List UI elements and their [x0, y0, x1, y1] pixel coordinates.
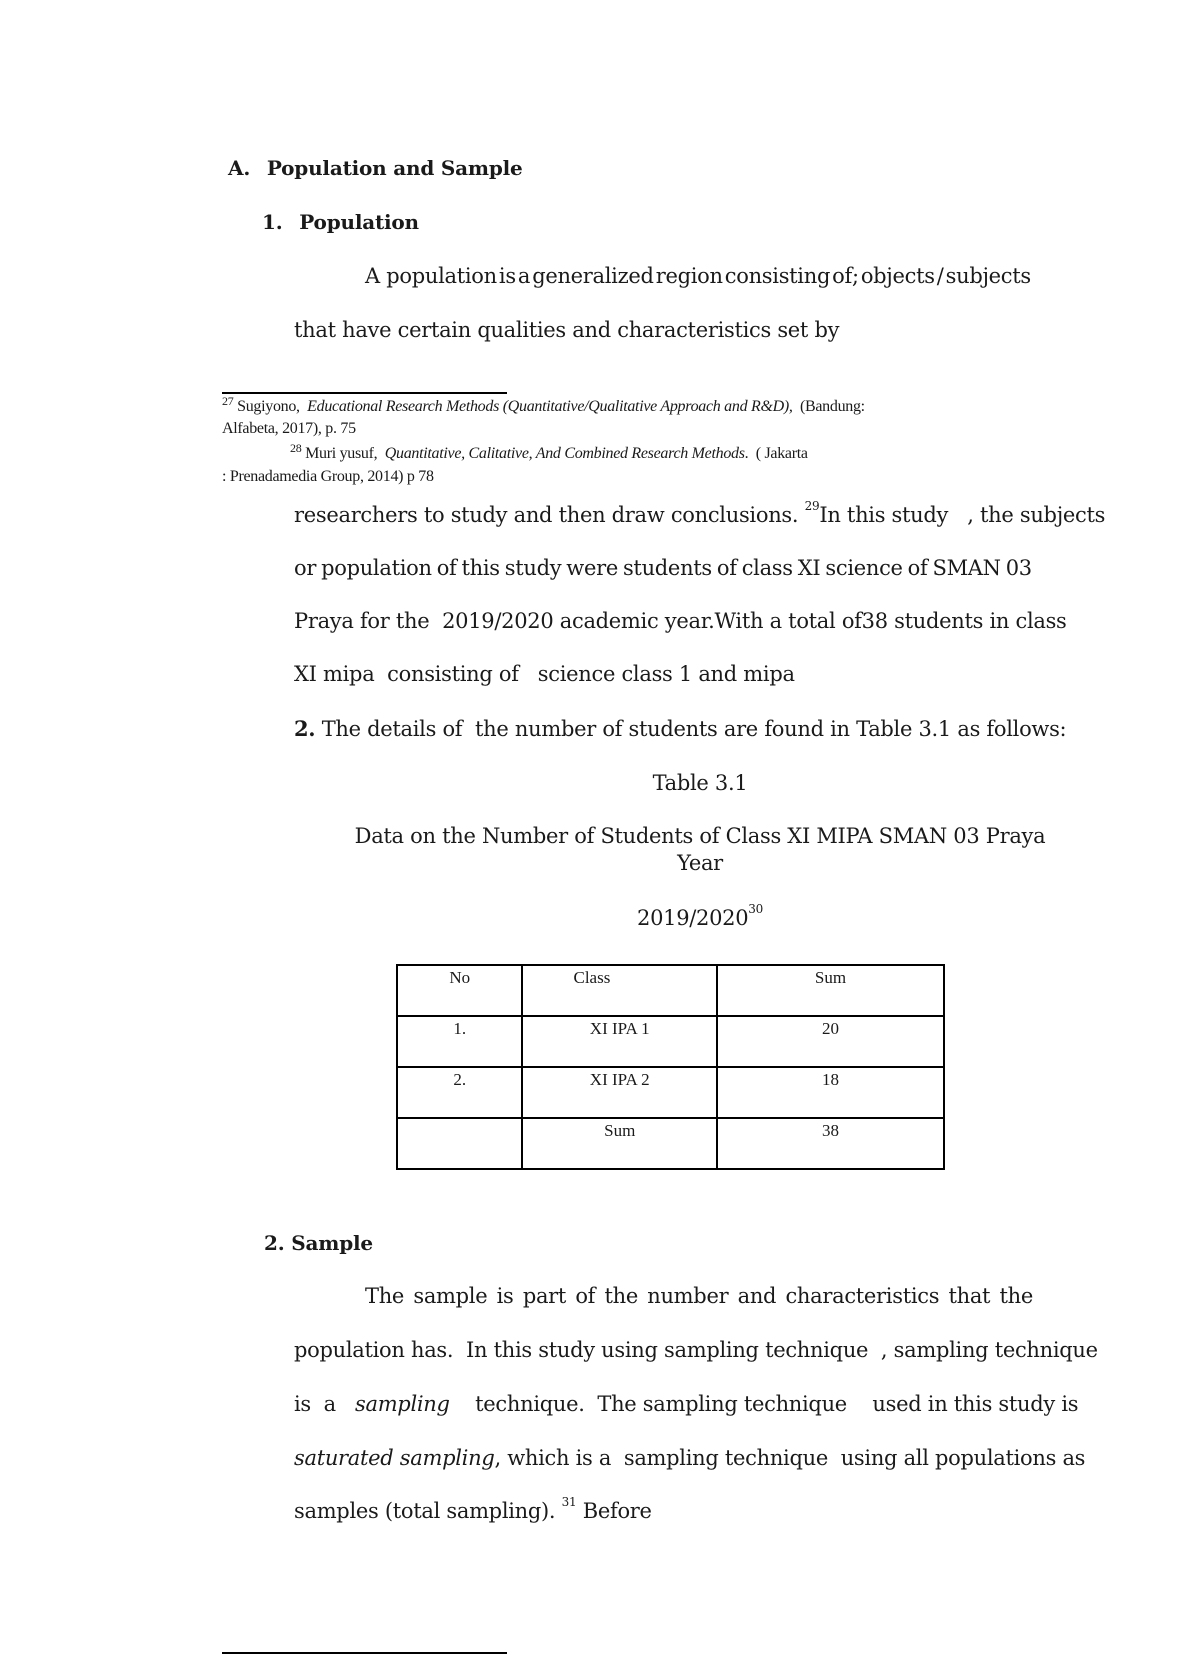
population-paragraph-line-2: that have certain qualities and characteristics set by [294, 318, 840, 342]
text: 38 students in class [861, 609, 1067, 633]
word: the [604, 1284, 638, 1308]
table-label: Table 3.1 [652, 771, 748, 795]
word: XI [797, 556, 821, 580]
cell-no [397, 1118, 522, 1169]
footnote-number: 28 [290, 441, 302, 455]
word: and [737, 1284, 777, 1308]
footnote-author: Sugiyono, [233, 398, 308, 415]
table-title-year-label: Year [677, 851, 723, 875]
word: of; [832, 264, 859, 288]
cell-class: XI IPA 1 [522, 1016, 716, 1067]
word: characteristics [785, 1284, 940, 1308]
footnote-ref: 31 [561, 1495, 577, 1509]
footnote-publisher: (Bandung: [792, 398, 865, 415]
footnote-number: 27 [222, 394, 234, 408]
students-table [396, 964, 945, 1170]
footnote-28-line-2: : Prenadamedia Group, 2014) p 78 [222, 468, 434, 485]
population-paragraph-2-line-2 [294, 556, 1032, 580]
word: objects [860, 264, 935, 288]
cell-class: Sum [522, 1118, 716, 1169]
word: of [716, 556, 737, 580]
word: is [496, 1284, 514, 1308]
cell-sum: 18 [717, 1067, 944, 1118]
word: SMAN [932, 556, 1001, 580]
header-no: No [397, 965, 522, 1016]
text: technique. The sampling technique used in this study is [449, 1392, 1079, 1416]
word: number [647, 1284, 729, 1308]
word: students [622, 556, 712, 580]
population-paragraph-2-line-3 [294, 609, 1067, 633]
section-title: Population and Sample [266, 156, 523, 180]
footnote-28 [290, 441, 808, 463]
sample-paragraph-line-1 [365, 1284, 1033, 1308]
word: of [436, 556, 457, 580]
text: With a total of [714, 609, 862, 633]
population-paragraph-2-line-4: XI mipa consisting of science class 1 and mipa [294, 662, 795, 686]
table-total-row [397, 1118, 944, 1169]
word: were [566, 556, 618, 580]
word: of [575, 1284, 596, 1308]
text: In this study , the subjects [819, 503, 1106, 527]
table-intro-text: The details of the number of students are found in Table 3.1 as follows: [315, 717, 1067, 741]
table-row [397, 1067, 944, 1118]
word: consisting [724, 264, 831, 288]
subsection-heading-sample: 2. Sample [264, 1231, 373, 1255]
word: part [522, 1284, 567, 1308]
sample-paragraph-line-3 [294, 1392, 1078, 1416]
table-intro [294, 716, 1066, 741]
section-marker: A. [228, 156, 251, 180]
footnote-publisher: . ( Jakarta [744, 445, 808, 462]
table-title: Data on the Number of Students of Class XI MIPA SMAN 03 Praya [354, 824, 1046, 848]
cell-class: XI IPA 2 [522, 1067, 716, 1118]
emphasis: sampling [355, 1392, 450, 1416]
word: is [498, 264, 516, 288]
footnote-27-line-2: Alfabeta, 2017), p. 75 [222, 420, 356, 437]
sample-paragraph-line-2: population has. In this study using sampling technique , sampling technique [294, 1338, 1098, 1362]
footnote-ref: 30 [748, 902, 763, 916]
word: that [948, 1284, 991, 1308]
subsection-heading-population [262, 210, 419, 234]
word: / [936, 264, 944, 288]
text: , which is a sampling technique using all populations as [494, 1446, 1086, 1470]
footnote-title: Quantitative, Calitative, And Combined Research Methods [384, 445, 745, 462]
header-sum: Sum [717, 965, 944, 1016]
year-text: 2019/2020 [637, 906, 749, 930]
cell-no: 2. [397, 1067, 522, 1118]
population-paragraph-line-1 [365, 264, 1031, 288]
table-year [560, 902, 840, 930]
word: The [365, 1284, 405, 1308]
footnote-separator-bottom [222, 1652, 507, 1654]
footnote-title: Educational Research Methods (Quantitative/Qualitative Approach and R&D), [307, 398, 793, 415]
word: population [321, 556, 432, 580]
subsection-marker: 1. [262, 210, 283, 234]
text: samples (total sampling). [294, 1499, 562, 1523]
footnote-ref: 29 [804, 499, 820, 513]
word: region [655, 264, 723, 288]
text: Praya for the 2019/2020 academic year. [294, 609, 715, 633]
word: a [517, 264, 531, 288]
word: subjects [945, 264, 1031, 288]
text: Before [576, 1499, 652, 1523]
population-paragraph-2-line-1 [294, 499, 1106, 527]
word: generalized [532, 264, 654, 288]
cell-no: 1. [397, 1016, 522, 1067]
word: this [461, 556, 500, 580]
word: of [907, 556, 928, 580]
section-heading [228, 156, 523, 180]
word: study [504, 556, 562, 580]
sample-paragraph-line-5 [294, 1495, 652, 1523]
sample-paragraph-line-4 [294, 1446, 1085, 1470]
word: science [825, 556, 903, 580]
text: researchers to study and then draw conclusions. [294, 503, 805, 527]
footnote-separator [222, 392, 507, 394]
word: A population [365, 264, 497, 288]
header-class: Class [522, 965, 716, 1016]
word: or [294, 556, 317, 580]
emphasis: saturated sampling [294, 1446, 495, 1470]
table-intro-marker: 2. [294, 716, 316, 741]
cell-sum: 38 [717, 1118, 944, 1169]
table-header-row [397, 965, 944, 1016]
subsection-title: Population [299, 210, 419, 234]
word: 03 [1005, 556, 1032, 580]
footnote-author: Muri yusuf, [301, 445, 385, 462]
table-row [397, 1016, 944, 1067]
word: sample [413, 1284, 488, 1308]
text: is a [294, 1392, 355, 1416]
word: the [999, 1284, 1033, 1308]
word: class [741, 556, 793, 580]
cell-sum: 20 [717, 1016, 944, 1067]
footnote-27 [222, 394, 865, 416]
